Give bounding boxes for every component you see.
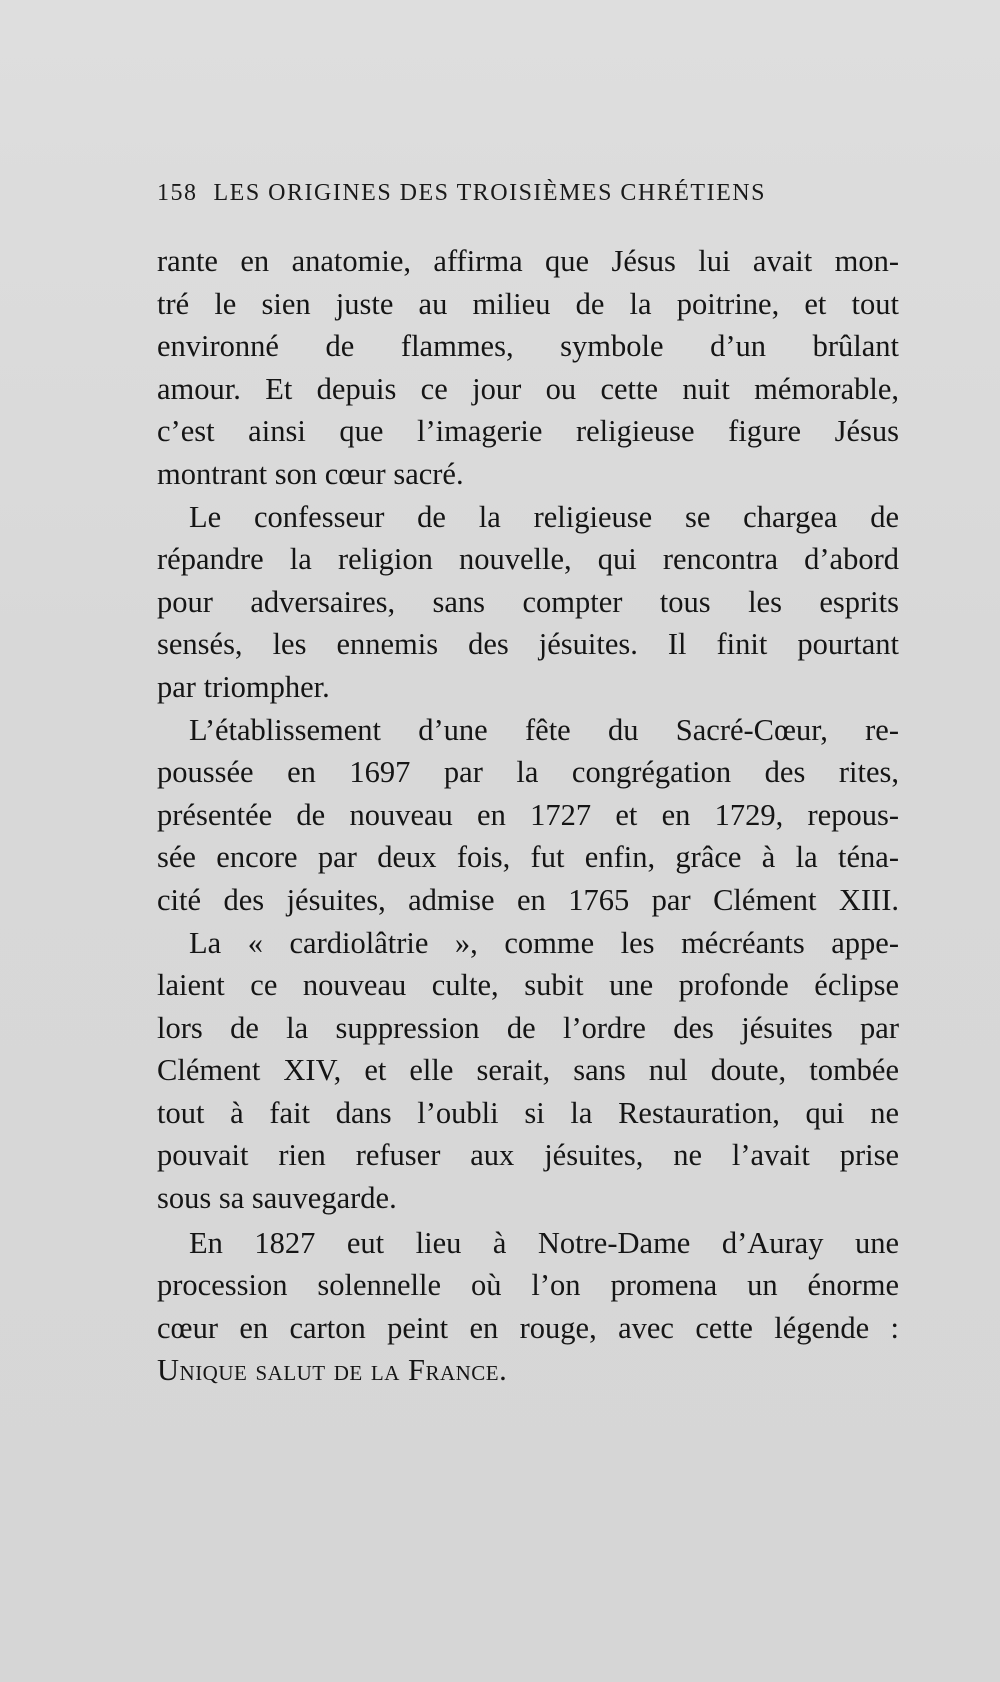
legend-line: Unique salut de la France. <box>157 1353 508 1388</box>
running-header <box>157 180 897 207</box>
text-line: cité des jésuites, admise en 1765 par Clément XIII. <box>157 882 899 917</box>
paragraph-start-line: L’établissement d’une fête du Sacré-Cœur, re- <box>189 712 899 747</box>
paragraph-start-line: En 1827 eut lieu à Notre-Dame d’Auray une <box>189 1225 899 1260</box>
text-line: montrant son cœur sacré. <box>157 456 464 491</box>
text-line: pouvait rien refuser aux jésuites, ne l’avait prise <box>157 1138 899 1173</box>
body-text <box>157 240 899 1392</box>
text-line: pour adversaires, sans compter tous les esprits <box>157 584 899 619</box>
text-line: Clément XIV, et elle serait, sans nul doute, tombée <box>157 1053 899 1088</box>
text-line: lors de la suppression de l’ordre des jésuites par <box>157 1010 899 1045</box>
text-line: cœur en carton peint en rouge, avec cette légende : <box>157 1310 899 1345</box>
text-line: sensés, les ennemis des jésuites. Il finit pourtant <box>157 627 899 662</box>
text-line: laient ce nouveau culte, subit une profonde éclipse <box>157 968 899 1003</box>
text-line: environné de flammes, symbole d’un brûlant <box>157 329 899 364</box>
page-number: 158 <box>157 180 198 206</box>
text-line: procession solennelle où l’on promena un énorme <box>157 1268 899 1303</box>
text-line: présentée de nouveau en 1727 et en 1729, repous- <box>157 797 899 832</box>
text-line: poussée en 1697 par la congrégation des rites, <box>157 755 899 790</box>
paragraph-start-line: La « cardiolâtrie », comme les mécréants appe- <box>189 925 899 960</box>
text-line: sée encore par deux fois, fut enfin, grâce à la téna- <box>157 840 899 875</box>
paragraph-start-line: Le confesseur de la religieuse se chargea de <box>189 499 899 534</box>
running-title: LES ORIGINES DES TROISIÈMES CHRÉTIENS <box>213 180 766 206</box>
text-line: répandre la religion nouvelle, qui rencontra d’abord <box>157 542 899 577</box>
text-line: par triompher. <box>157 669 330 704</box>
text-line: sous sa sauvegarde. <box>157 1181 397 1216</box>
text-line: c’est ainsi que l’imagerie religieuse figure Jésus <box>157 414 899 449</box>
text-line: amour. Et depuis ce jour ou cette nuit mémorable, <box>157 371 899 406</box>
text-line: rante en anatomie, affirma que Jésus lui avait mon- <box>157 244 899 278</box>
text-line: tout à fait dans l’oubli si la Restauration, qui ne <box>157 1095 899 1130</box>
text-line: tré le sien juste au milieu de la poitrine, et tout <box>157 286 899 321</box>
